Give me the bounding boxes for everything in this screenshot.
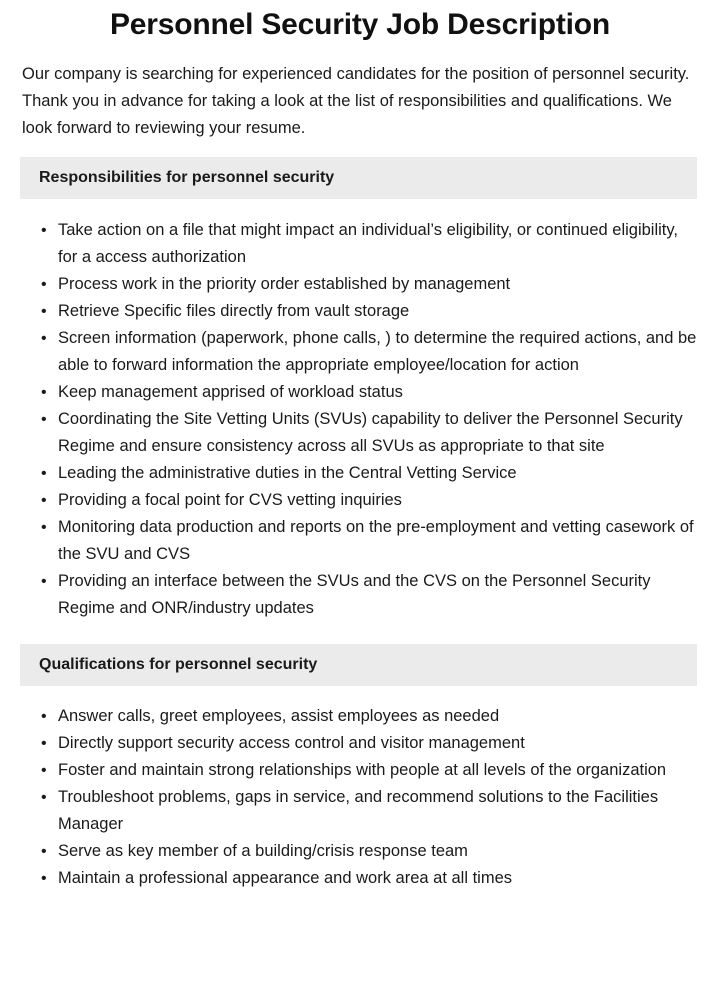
- spacer: [0, 686, 720, 703]
- list-item: • Coordinating the Site Vetting Units (SVUs) capability to deliver the Personnel Security Regime and ensure consistency across all SVUs as appropriate to that site: [0, 406, 720, 460]
- spacer: [0, 142, 720, 157]
- list-item: • Leading the administrative duties in the Central Vetting Service: [0, 460, 720, 487]
- list-item: • Process work in the priority order established by management: [0, 271, 720, 298]
- list-item: • Providing an interface between the SVUs and the CVS on the Personnel Security Regime and ONR/industry updates: [0, 568, 720, 622]
- list-item: • Keep management apprised of workload status: [0, 379, 720, 406]
- list-item: • Screen information (paperwork, phone calls, ) to determine the required actions, and be able to forward information the appropriate employee/location for action: [0, 325, 720, 379]
- intro-paragraph: Our company is searching for experienced candidates for the position of personnel security. Thank you in advance for taking a look at the list of responsibilities and qualifications. We look forward to reviewing your resume.: [22, 65, 690, 137]
- responsibilities-section-header: [20, 157, 697, 199]
- page-title: Personnel Security Job Description: [109, 8, 610, 41]
- qualifications-list: [0, 703, 720, 892]
- list-item: • Directly support security access control and visitor management: [0, 730, 720, 757]
- list-item: • Foster and maintain strong relationships with people at all levels of the organization: [0, 757, 720, 784]
- list-item: • Monitoring data production and reports on the pre-employment and vetting casework of the SVU and CVS: [0, 514, 720, 568]
- spacer: [0, 622, 720, 644]
- qualifications-heading: Qualifications for personnel security: [39, 656, 318, 673]
- list-item: • Troubleshoot problems, gaps in service, and recommend solutions to the Facilities Manager: [0, 784, 720, 838]
- list-item: • Maintain a professional appearance and work area at all times: [0, 865, 720, 892]
- responsibilities-list: [0, 217, 720, 622]
- list-item: • Providing a focal point for CVS vetting inquiries: [0, 487, 720, 514]
- list-item: • Take action on a file that might impact an individual’s eligibility, or continued eligibility, for a access authorization: [0, 217, 720, 271]
- qualifications-section-header: [20, 644, 697, 686]
- spacer: [0, 199, 720, 217]
- list-item: • Retrieve Specific files directly from vault storage: [0, 298, 720, 325]
- list-item: • Answer calls, greet employees, assist employees as needed: [0, 703, 720, 730]
- responsibilities-heading: Responsibilities for personnel security: [39, 169, 335, 186]
- list-item: • Serve as key member of a building/crisis response team: [0, 838, 720, 865]
